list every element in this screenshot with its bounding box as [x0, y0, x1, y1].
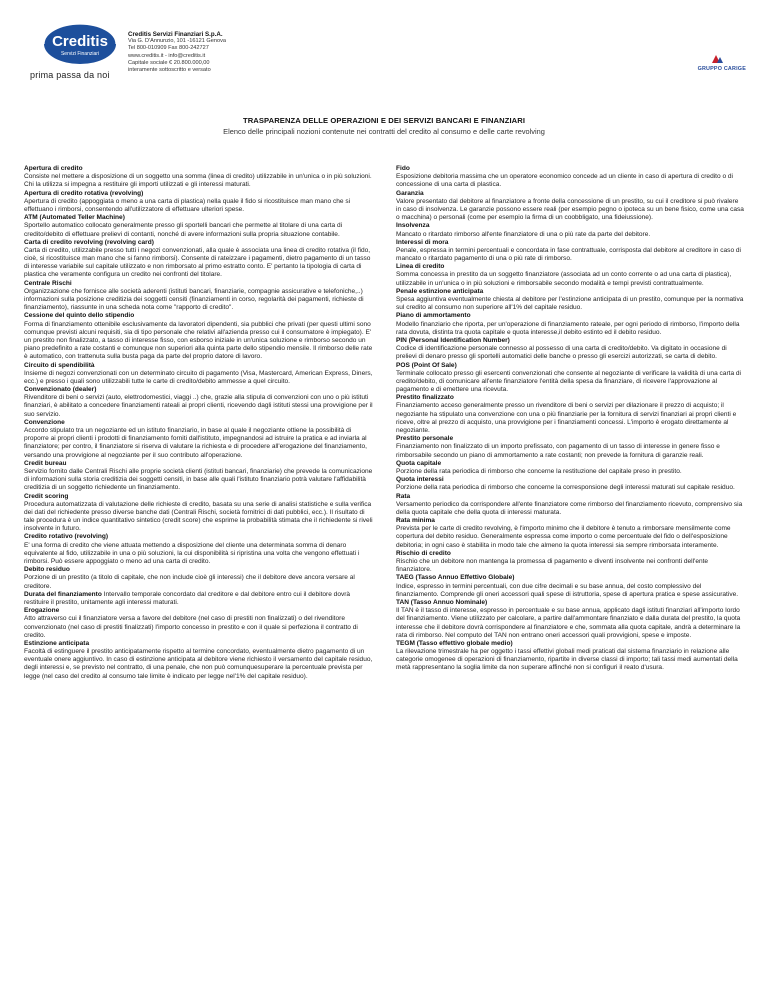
- glossary-entry: [24, 190, 373, 215]
- logo-sub: Servizi Finanziari: [60, 51, 100, 57]
- glossary-definition: Codice di identificazione personale connesso al possesso di una carta di credito/debito. Va digitato in occasione di prelievi di denaro presso gli sportelli automatici delle banche o presso gli esercizi autorizzati, se carta di debito.: [396, 345, 727, 361]
- glossary-term: Fido: [396, 165, 410, 172]
- glossary-entry: [396, 599, 745, 640]
- glossary-definition: Atto attraverso cui il finanziatore versa a favore del debitore (nel caso di prestiti non finalizzati) o del rivenditore convenzionato (nel caso di prestiti finalizzati) l'importo concesso in prestito e con il quale si perfeziona il contratto di credito.: [24, 615, 358, 639]
- glossary-entry: [24, 460, 373, 493]
- glossary-term: Penale estinzione anticipata: [396, 287, 484, 295]
- glossary-definition: Terminale collocato presso gli esercenti convenzionati che consente al negoziante di verificare la validità di una carta di credito/debito, di comunicare all'ente finanziatore l'entità della spesa da finanziare, di ricevere l'approvazione al pagamento e di emettere una ricevuta.: [396, 369, 741, 394]
- glossary-column-right: [396, 165, 745, 673]
- glossary-definition: Insieme di negozi convenzionati con un determinato circuito di pagamento (Visa, Mastercard, American Express, Diners, ecc.) e presso i quali sono utilizzabili tutte le carte di credito/debito ammesse a quel circuito.: [24, 369, 373, 385]
- glossary-entry: [24, 419, 373, 460]
- page-header: [0, 0, 768, 90]
- company-info: [128, 31, 226, 74]
- glossary-definition: Rischio che un debitore non mantenga la promessa di pagamento e diventi insolvente nei confronti dell'ente finanziatore.: [396, 558, 709, 574]
- glossary-term: Apertura di credito rotativa (revolving): [24, 189, 144, 197]
- glossary-definition: Somma concessa in prestito da un soggetto finanziatore (associata ad un conto corrente o ad una carta di plastica), utilizzabile in un'unica o in più soluzioni e rimborsabile secondo modalità e tempi previsti contrattualmente.: [396, 271, 732, 287]
- logo-word: Creditis: [52, 33, 108, 50]
- glossary-definition: Apertura di credito (appoggiata o meno a una carta di plastica) nella quale il fido si ricostituisce man mano che si effettuano i rimborsi, consentendo all'utilizzatore di effettuare ulteriori spese.: [24, 197, 351, 213]
- glossary-definition: Finanziamento non finalizzato di un importo prefissato, con pagamento di un tasso di interesse in genere fisso e rimborsabile secondo un piano di ammortamento a rate costanti; non prevede la fornitura di garanzie reali.: [396, 443, 720, 459]
- glossary-term: Insolvenza: [396, 222, 430, 230]
- glossary-definition: Penale, espressa in termini percentuali e concordata in fase contrattuale, corrisposta dal debitore al creditore in caso di mancato o ritardato pagamento di una o più rate di rimborso.: [396, 246, 741, 263]
- glossary-entry: [24, 312, 373, 361]
- glossary-term: Garanzia: [396, 189, 424, 197]
- glossary-entry: [24, 533, 373, 566]
- glossary-term: Rata minima: [396, 517, 435, 525]
- glossary-definition: Organizzazione che fornisce alle società aderenti (istituti bancari, finanziarie, compagnie assicurative e telefoniche,..) informazioni sulla posizione creditizia dei soggetti censiti (finanziamenti in corso, regolarità dei pagamenti, richieste di finanziamento), riassunte in una scheda nota come "rapporto di credito".: [24, 287, 364, 312]
- glossary-term: POS (Point Of Sale): [396, 361, 457, 369]
- glossary-term: Piano di ammortamento: [396, 312, 471, 320]
- company-capital: Capitale sociale € 20.800.000,00: [128, 59, 210, 66]
- glossary-definition: Carta di credito, utilizzabile presso tutti i negozi convenzionati, alla quale è associata una linea di credito rotativa (il fido, cioè, si ricostituisce man mano che si fanno rimborsi). Consente di rateizzare i pagamenti, dietro pagamento di un tasso di interesse variabile sul capitale utilizzato e non rimborsato al primo estratto conto. E' pertanto la tipologia di carta di plastica che veramente configura un credito nei confronti del titolare.: [24, 246, 371, 279]
- glossary-entry: [24, 607, 373, 640]
- glossary-entry: [24, 165, 373, 190]
- glossary-entry: [396, 239, 745, 264]
- glossary-definition: La rilevazione trimestrale ha per oggetto i tassi effettivi globali medi praticati dal sistema finanziario in relazione alle categorie omogenee di operazioni di finanziamento, ripartite in diverse classi di importo; tali tassi medi aumentati della metà rappresentano la soglia limite da non superare affinché non si configuri il reato d'usura.: [396, 648, 738, 672]
- glossary-definition: Accordo stipulato tra un negoziante ed un istituto finanziario, in base al quale il negoziante ottiene la possibilità di proporre ai propri clienti i prodotti di finanziamento forniti dall'istituto, impegnandosi ad istruire la pratica e ad inviarla al finanziatore; per contro, il finanziatore si riserva di valutare la richiesta e di procedere all'erogazione del finanziamento, versando una provvigione al negoziante per il suo contributo all'operazione.: [24, 427, 367, 459]
- glossary-definition: Forma di finanziamento ottenibile esclusivamente da lavoratori dipendenti, sia pubblici che privati (per questi ultimi sono comunque previsti alcuni requisiti, sia di tipo personale che relativi all'azienda presso cui il consumatore è impiegato). E' un prestito non finalizzato, a tasso di interesse fisso, con esborso iniziale in un'unica soluzione e rimborso secondo un piano predefinito a rate costanti e comunque non superiori alla quinta parte dello stipendio mensile. Il rimborso delle rate è automatico, con trattenuta sulla busta paga da parte del proprio datore di lavoro.: [24, 320, 373, 361]
- glossary-term: Erogazione: [24, 607, 60, 615]
- page-subtitle: Elenco delle principali nozioni contenute nei contratti del credito al consumo e delle carte revolving: [223, 127, 545, 136]
- glossary-entry: [396, 640, 745, 673]
- glossary-entry: [396, 222, 745, 238]
- glossary-term: Linea di credito: [396, 263, 445, 271]
- glossary-entry: [396, 337, 745, 362]
- glossary-definition: Spesa aggiuntiva eventualmente chiesta al debitore per l'estinzione anticipata di un prestito, comunque per la normativa sul credito al consumo non superiore all'1% del capitale residuo.: [396, 296, 744, 312]
- glossary-definition: Finanziamento acceso generalmente presso un rivenditore di beni o servizi per dilazionare il prezzo di acquisto; il negoziante ha stipulato una convenzione con una o più finanziarie per la fornitura di servizi finanziari ai propri clienti e riceve, oltre al prezzo di acquisto, una provvigione per i finanziamenti concessi. L'importo è erogato direttamente al negoziante.: [396, 402, 737, 434]
- group-label: GRUPPO CARIGE: [697, 66, 746, 72]
- glossary-entry: [396, 460, 745, 476]
- glossary-term: Cessione del quinto dello stipendio: [24, 312, 135, 320]
- glossary-term: Credit scoring: [24, 492, 69, 500]
- glossary-definition: Esposizione debitoria massima che un operatore economico concede ad un cliente in caso di apertura di credito o di concessione di una carta di plastica.: [396, 173, 733, 189]
- glossary-term: Circuito di spendibilità: [24, 361, 95, 369]
- glossary-definition: Intervallo temporale concordato dal creditore e dal debitore entro cui il debitore dovrà restituire il prestito, unitamente agli interessi maturati.: [24, 590, 351, 606]
- glossary-definition: Sportello automatico collocato generalmente presso gli sportelli bancari che permette al titolare di una carta di credito/debito di effettuare prelievi di contanti, nonché di avere informazioni sulla propria situazione contabile.: [24, 222, 343, 238]
- glossary-definition: Modello finanziario che riporta, per un'operazione di finanziamento rateale, per ogni periodo di rimborso, l'importo della rata dovuta, distinta tra quota capitale e quota interesse,il debito estinto ed il debito residuo.: [396, 320, 740, 336]
- glossary-entry: [396, 312, 745, 337]
- glossary-term: Debito residuo: [24, 566, 70, 574]
- glossary-entry: [396, 476, 745, 492]
- glossary-definition: Versamento periodico da corrispondere all'ente finanziatore come rimborso del finanziamento ricevuto, comprensivo sia della quota capitale che della quota di interessi maturata.: [396, 500, 743, 516]
- glossary-definition: Facoltà di estinguere il prestito anticipatamente rispetto al termine concordato, eventualmente dietro pagamento di un eventuale onere aggiuntivo. In caso di estinzione anticipata al debitore viene richiesto il versamento del capitale residuo, degli interessi e, se previsto nel contratto, di una penale, che non può comunquesuperare la percentuale prevista per legge (nel caso del credito al consumo tale limite è indicato per legge nel'1% del capitale residuo).: [24, 648, 373, 680]
- glossary-definition: Indice, espresso in termini percentuali, con due cifre decimali e su base annua, del costo complessivo del finanziamento. Comprende gli oneri accessori quali spese di istruttoria, spese di apertura pratica e spese assicurative.: [396, 582, 739, 598]
- glossary-entry: [24, 493, 373, 534]
- glossary-entry: [396, 263, 745, 288]
- glossary-term: Durata del finanziamento: [24, 590, 102, 598]
- glossary-entry: [24, 280, 373, 313]
- glossary-term: TEGM (Tasso effettivo globale medio): [396, 639, 513, 647]
- glossary-definition: Porzione della rata periodica di rimborso che concerne la corresponsione degli interessi maturati sul capitale residuo.: [396, 484, 735, 492]
- glossary-term: Centrale Rischi: [24, 279, 72, 287]
- glossary-term: Convenzione: [24, 418, 65, 426]
- glossary-definition: Mancato o ritardato rimborso all'ente finanziatore di una o più rate da parte del debitore.: [396, 230, 651, 238]
- glossary-term: TAN (Tasso Annuo Nominale): [396, 598, 488, 606]
- glossary-term: ATM (Automated Teller Machine): [24, 214, 125, 222]
- glossary-term: Estinzione anticipata: [24, 639, 90, 647]
- company-address: Via G. D'Annunzio, 101 -16121 Genova: [128, 38, 226, 45]
- glossary-entry: [396, 288, 745, 313]
- glossary-term: Convenzionato (dealer): [24, 386, 97, 394]
- glossary-definition: E' una forma di credito che viene attuata mettendo a disposizione del cliente una determinata somma di denaro equivalente al fido, utilizzabile in una o più soluzioni, la cui disponibilità si ripristina una volta che vengono effettuati i rimborsi. Può essere appoggiato o meno ad una carta di credito.: [24, 541, 360, 565]
- glossary-entry: [396, 190, 745, 223]
- glossary-term: Rata: [396, 492, 411, 500]
- glossary-entry: [24, 566, 373, 591]
- glossary-entry: [396, 517, 745, 550]
- glossary-term: Prestito finalizzato: [396, 394, 454, 402]
- glossary-entry: [24, 362, 373, 387]
- glossary-term: Quota capitale: [396, 459, 442, 467]
- glossary-definition: Porzione della rata periodica di rimborso che concerne la restituzione del capitale preso in prestito.: [396, 467, 682, 475]
- glossary-definition: Prevista per le carte di credito revolving, è l'importo minimo che il debitore è tenuto a rimborsare mensilmente come copertura del debito residuo. Generalmente espressa come importo o come percentuale del fido o dell'esposizione debitoria; in ogni caso è stabilita in modo tale che almeno la quota interessi sia sempre rimborsata interamente.: [396, 525, 731, 549]
- glossary-definition: Servizio fornito dalle Centrali Rischi alle proprie società clienti (istituti bancari, finanziarie) che prevede la comunicazione di informazioni sulla storia creditizia dei soggetti censiti, in base alle quali l'istituto finanziario potrà valutare l'affidabilità creditizia di un soggetto richiedente un finanziamento.: [24, 467, 373, 492]
- glossary-term: Rischio di credito: [396, 549, 451, 557]
- glossary-definition: Valore presentato dal debitore al finanziatore a fronte della concessione di un prestito, su cui il creditore si può rivalere in caso di insolvenza. Le garanzie possono essere reali (per esempio pegno o ipoteca su un bene fisico, come una casa o macchina) o personali (come per esempio la firma di un coobbligato, una fideiussione).: [396, 197, 744, 222]
- glossary-entry: [24, 239, 373, 280]
- glossary-entry: [24, 214, 373, 239]
- glossary-term: TAEG (Tasso Annuo Effettivo Globale): [396, 574, 515, 582]
- glossary-definition: Rivenditore di beni o servizi (auto, elettrodomestici, viaggi ..) che, grazie alla stipula di convenzioni con uno o più istituti finanziari, è abilitato a concedere finanziamenti rateali ai propri clienti, ricevendo dagli istituti stessi una provvigione per il suo servizio.: [24, 394, 373, 418]
- glossary-entry: [396, 550, 745, 575]
- glossary-definition: Il TAN è il tasso di interesse, espresso in percentuale e su base annua, applicato dagli istituti finanziari all'importo lordo del finanziamento. Viene utilizzato per calcolare, a partire dall'ammontare finanziato e dalla durata del prestito, la quota interesse che il debitore dovrà corrispondere al finanziatore e che, sommata alla quota capitale, andrà a determinare la rata di rimborso. Nel computo del TAN non entrano oneri accessori quali provvigioni, spese e imposte.: [396, 607, 741, 639]
- glossary-term: Credito rotativo (revolving): [24, 533, 109, 541]
- glossary-definition: Consiste nel mettere a disposizione di un soggetto una somma (linea di credito) utilizzabile in un'unica o in più soluzioni. Chi la utilizza si impegna a restituire gli importi utilizzati e gli interessi maturati.: [24, 173, 372, 189]
- glossary-entry: [396, 574, 745, 599]
- glossary-term: Credit bureau: [24, 459, 67, 467]
- glossary-definition: Porzione di un prestito (a titolo di capitale, che non include cioè gli interessi) che il debitore deve ancora versare al creditore.: [24, 574, 355, 590]
- document-title-block: [0, 116, 768, 136]
- glossary-entry: [24, 640, 373, 681]
- glossary-entry: [396, 362, 745, 395]
- glossary-term: Carta di credito revolving (revolving card): [24, 238, 154, 246]
- glossary-term: PIN (Personal Identification Number): [396, 336, 510, 344]
- glossary-entry: [24, 386, 373, 419]
- glossary-entry: [24, 591, 373, 607]
- glossary-term: Prestito personale: [396, 435, 454, 443]
- glossary-definition: Procedura automatizzata di valutazione delle richieste di credito, basata su una serie di analisi statistiche e sulla verifica dei dati del richiedente presso diverse banche dati (Centrali Rischi, società fornitrici di dati pubblici, ecc.). Il risultato di tale procedura è un indice quantitativo sintetico (credit score) che esprime la probabilità stimata che il richiedente si riveli insolvente in futuro.: [24, 500, 373, 533]
- company-phone: Tel 800-010909 Fax 800-242727: [128, 45, 209, 52]
- glossary-entry: [396, 394, 745, 435]
- glossary-entry: [396, 493, 745, 518]
- glossary-term: Interessi di mora: [396, 238, 449, 246]
- logo-tagline: prima passa da noi: [30, 70, 110, 80]
- glossary-term: Apertura di credito: [24, 165, 83, 172]
- glossary-entry: [396, 165, 745, 190]
- company-web: www.creditis.it - info@creditis.it: [128, 52, 206, 59]
- company-name: Creditis Servizi Finanziari S.p.A.: [128, 31, 223, 38]
- glossary-term: Quota interessi: [396, 476, 444, 484]
- page-title: TRASPARENZA DELLE OPERAZIONI E DEI SERVIZI BANCARI E FINANZIARI: [242, 116, 526, 125]
- company-capital-paid: interamente sottoscritto e versato: [128, 67, 211, 74]
- glossary-column-left: [24, 165, 373, 681]
- glossary-entry: [396, 435, 745, 460]
